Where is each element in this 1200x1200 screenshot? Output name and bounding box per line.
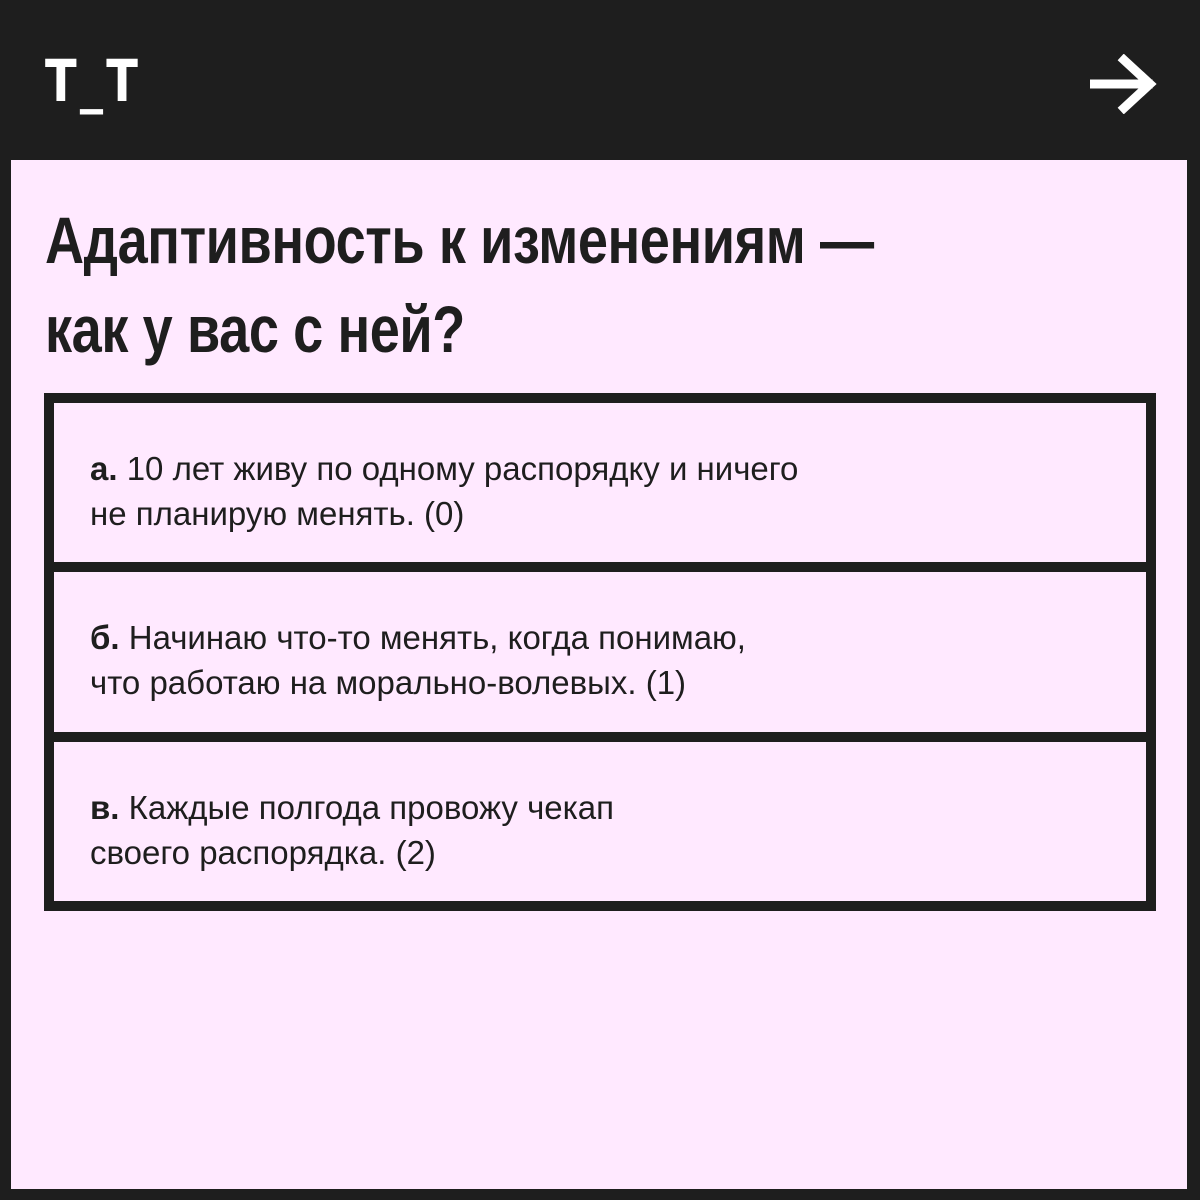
answer-option-line	[90, 785, 1146, 830]
answer-option-line	[90, 446, 1146, 491]
answer-letter: в.	[90, 788, 120, 826]
answer-text: 10 лет живу по одному распорядку и ничего	[117, 450, 799, 487]
answer-text: Каждые полгода провожу чекап	[119, 788, 615, 826]
answer-option-line	[90, 615, 1146, 660]
question-title	[45, 196, 1160, 374]
answer-text: что работаю на морально-волевых. (1)	[90, 664, 687, 702]
answer-text: своего распорядка. (2)	[90, 833, 436, 871]
arrow-right-icon[interactable]	[1090, 54, 1158, 114]
answer-letter: а.	[90, 450, 118, 487]
answer-option-c[interactable]	[54, 732, 1146, 901]
question-title-line1: Адаптивность к изменениям —	[45, 203, 874, 277]
answer-text: Начинаю что-то менять, когда понимаю,	[119, 619, 746, 657]
answer-option-a[interactable]	[54, 403, 1146, 562]
answer-letter: б.	[90, 619, 120, 657]
top-bar	[0, 0, 1200, 160]
answer-text: не планирую менять. (0)	[90, 495, 465, 532]
answer-options	[44, 393, 1156, 911]
quiz-card	[11, 160, 1187, 1189]
brand-logo: Т_Т	[45, 47, 142, 115]
question-title-line2: как у вас с ней?	[45, 292, 465, 366]
answer-option-b[interactable]	[54, 562, 1146, 731]
